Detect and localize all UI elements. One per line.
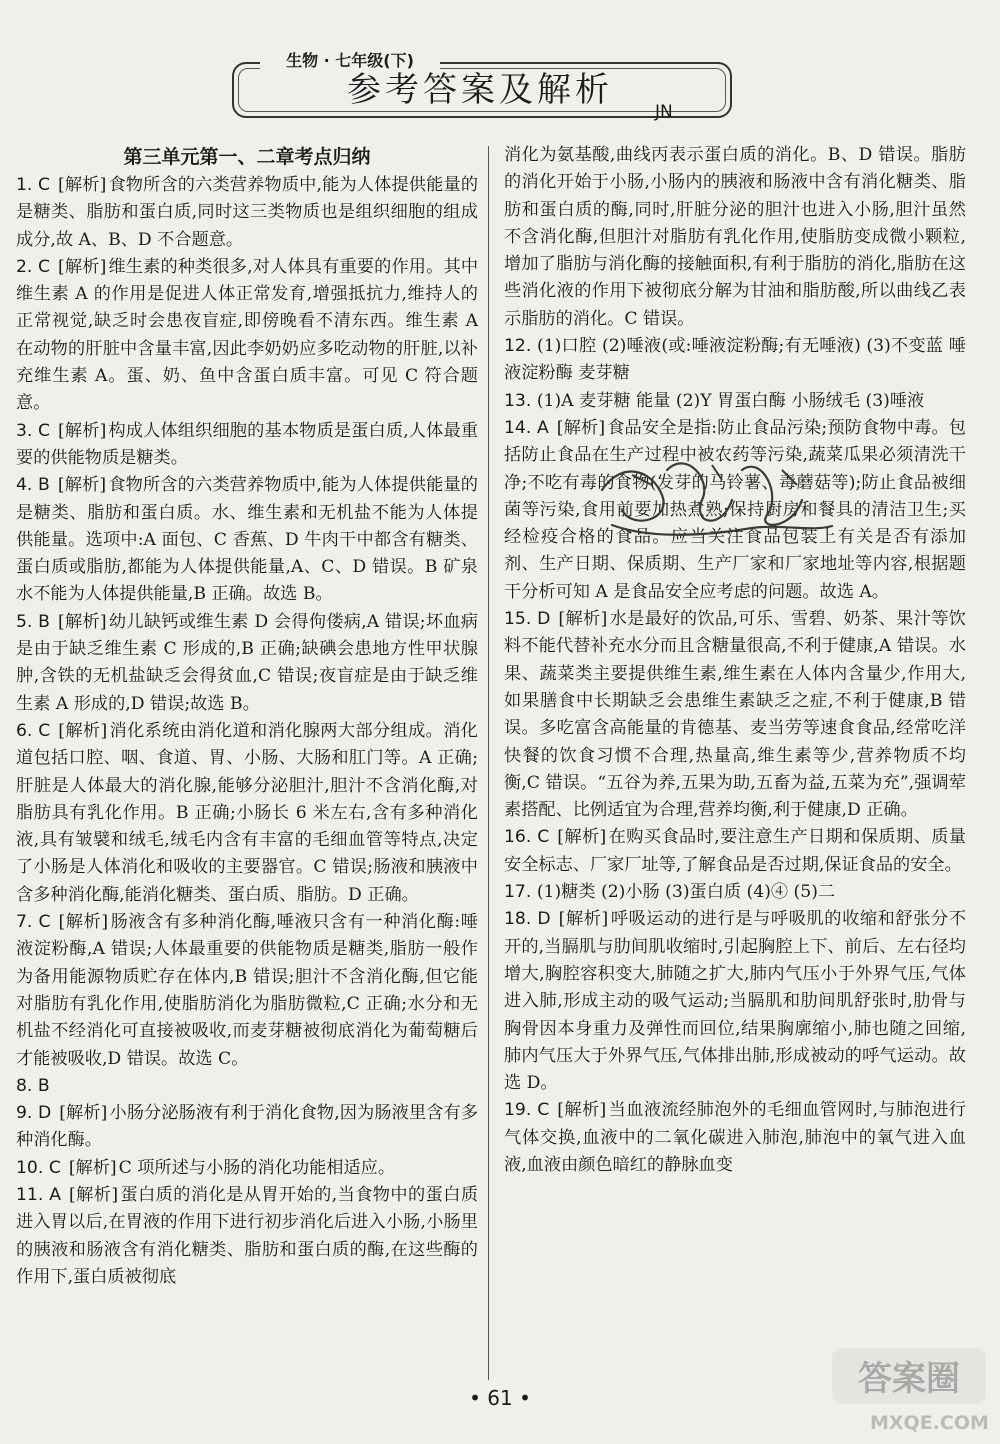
answer-text: C 项所述与小肠的消化功能相适应。 — [118, 1157, 396, 1178]
answer-tag: [解析] — [58, 912, 109, 933]
answer-item — [504, 879, 966, 906]
answer-tag: [解析] — [556, 417, 606, 438]
answer-item — [504, 142, 966, 333]
answer-num: 6. — [16, 720, 33, 741]
answer-answer: C — [537, 1100, 550, 1121]
svg-text:答案圈: 答案圈 — [858, 1359, 960, 1399]
answer-text: 在购买食品时,要注意生产日期和保质期、质量安全标志、厂家厂址等,了解食品是否过期,保证食品的安全。 — [504, 827, 966, 875]
answer-item — [504, 1097, 966, 1179]
subject-label: 生物 · 七年级(下) — [260, 50, 440, 72]
page-title: 参考答案及解析 — [347, 70, 613, 110]
answer-tag: [解析] — [69, 1184, 119, 1205]
answer-num: 10. — [16, 1157, 44, 1178]
answer-answer: C — [38, 720, 51, 741]
answer-num: 15. — [504, 609, 532, 630]
answer-tag: [解析] — [59, 1103, 108, 1124]
answer-tag: [解析] — [57, 611, 107, 632]
answer-text: 当血液流经肺泡外的毛细血管网时,与肺泡进行气体交换,血液中的二氧化碳进入肺泡,肺泡中的氧气进入血液,血液由颜色暗红的静脉血变 — [504, 1100, 966, 1175]
answer-tag: [解析] — [68, 1157, 117, 1178]
answer-answer: D — [37, 1103, 52, 1124]
right-column — [504, 142, 966, 1179]
page-number: • 61 • — [469, 1386, 531, 1410]
answer-item — [16, 1100, 478, 1155]
answer-num: 9. — [16, 1103, 33, 1124]
answer-item — [16, 172, 478, 254]
answer-text: 小肠分泌肠液有利于消化食物,因为肠液里含有多种消化酶。 — [16, 1103, 479, 1151]
answer-tag: [解析] — [558, 909, 609, 930]
answer-answer: C — [537, 827, 550, 848]
answer-text: 幼儿缺钙或维生素 D 会得佝偻病,A 错误;坏血病是由于缺乏维生素 C 形成的,B 正确;缺碘会患地方性甲状腺肿,含铁的无机盐缺乏会得贫血,C 错误;夜盲症是由于缺乏维生素 A 形成的,D 错误;故选 B。 — [16, 611, 478, 714]
answer-num: 3. — [16, 420, 33, 441]
answer-tag: [解析] — [58, 175, 107, 195]
answer-item — [16, 909, 478, 1073]
answer-item — [16, 718, 478, 909]
answer-num: 1. — [16, 175, 33, 195]
handwritten-scribble — [592, 440, 842, 550]
answer-tag: [解析] — [557, 827, 607, 848]
answer-answer: C — [38, 175, 51, 195]
answer-answer: D — [537, 909, 551, 930]
answer-text: 维生素的种类很多,对人体具有重要的作用。其中维生素 A 的作用是促进人体正常发育,增强抵抗力,维持人的正常视觉,缺乏时会患夜盲症,即傍晚看不清东西。维生素 A 在动物的肝脏中含量丰富,因此李奶奶应多吃动物的肝脏,以补充维生素 A。蛋、奶、鱼中含蛋白质丰富。可见 C 符合题意。 — [16, 256, 479, 414]
answer-text: 呼吸运动的进行是与呼吸肌的收缩和舒张分不开的,当膈肌与肋间肌收缩时,引起胸腔上下、前后、左右径均增大,胸腔容积变大,肺随之扩大,肺内气压小于外界气压,气体进入肺,形成主动的吸气运动;当膈肌和肋间肌舒张时,肋骨与胸骨因本身重力及弹性而回位,结果胸廓缩小,肺也随之回缩,肺内气压大于外界气压,气体排出肺,形成被动的呼气运动。故选 D。 — [504, 909, 966, 1094]
answer-num: 11. — [16, 1184, 44, 1205]
answer-tag: [解析] — [58, 420, 107, 441]
answer-num: 4. — [16, 475, 33, 496]
left-column — [16, 142, 478, 1291]
answer-tag: [解析] — [558, 609, 608, 630]
answer-text: 水是最好的饮品,可乐、雪碧、奶茶、果汁等饮料不能代替补充水分而且含糖量很高,不利于健康,A 错误。水果、蔬菜类主要提供维生素,维生素在人体内含量少,作用大,如果膳食中长期缺乏会患维生素缺乏之症,不利于健康,B 错误。多吃富含高能量的肯德基、麦当劳等速食食品,经常吃洋快餐的饮食习惯不合理,热量高,维生素等少,营养物质不均衡,C 错误。“五谷为养,五果为助,五畜为益,五菜为充”,强调荤素搭配、比例适宜为合理,营养均衡,利于健康,D 正确。 — [504, 609, 966, 821]
answer-num: 2. — [16, 256, 33, 277]
answer-text: (1)糖类 (2)小肠 (3)蛋白质 (4)④ (5)二 — [536, 882, 836, 903]
answer-text: 构成人体组织细胞的基本物质是蛋白质,人体最重要的供能物质是糖类。 — [16, 420, 479, 468]
answer-item — [504, 906, 966, 1097]
answer-answer: B — [38, 475, 50, 496]
answer-num: 14. — [504, 417, 532, 438]
answer-item — [504, 606, 966, 824]
answer-answer: C — [48, 1157, 61, 1178]
answer-tag: [解析] — [557, 1100, 607, 1121]
answer-num: 7. — [16, 912, 33, 933]
answer-answer: A — [49, 1184, 61, 1205]
answer-item — [16, 472, 478, 608]
answer-num: 18. — [504, 909, 532, 930]
answer-answer: D — [537, 609, 551, 630]
answer-text: 肠液含有多种消化酶,唾液只含有一种消化酶:唾液淀粉酶,A 错误;人体最重要的供能物质是糖类,脂肪一般作为备用能源物质贮存在体内,B 错误;胆汁不含消化酶,但它能对脂肪有乳化作用,使脂肪消化为脂肪微粒,C 正确;水分和无机盐不经消化可直接被吸收,而麦芽糖被彻底消化为葡萄糖后才能被吸收,D 错误。故选 C。 — [16, 912, 478, 1069]
answer-text: 食物所含的六类营养物质中,能为人体提供能量的是糖类、脂肪和蛋白质,同时这三类物质也是组织细胞的组成成分,故 A、B、D 不合题意。 — [16, 175, 479, 250]
answer-num: 12. — [504, 336, 532, 357]
answer-item — [16, 1182, 478, 1291]
answer-num: 13. — [504, 390, 532, 411]
answer-item — [504, 824, 966, 879]
answer-text: 消化为氨基酸,曲线丙表示蛋白质的消化。B、D 错误。脂肪的消化开始于小肠,小肠内的胰液和肠液中含有消化糖类、脂肪和蛋白质的酶,同时,肝脏分泌的胆汁也进入小肠,胆汁虽然不含消化酶,但胆汁对脂肪有乳化作用,使脂肪变成微小颗粒,增加了脂肪与消化酶的接触面积,有利于脂肪的消化,脂肪在这些消化液的作用下被彻底分解为甘油和脂肪酸,所以曲线乙表示脂肪的消化。C 错误。 — [504, 145, 966, 329]
answer-item — [504, 388, 966, 415]
answer-tag: [解析] — [58, 256, 107, 277]
left-answer-list — [16, 172, 478, 1291]
answer-answer: B — [37, 1075, 50, 1096]
answer-text: 消化系统由消化道和消化腺两大部分组成。消化道包括口腔、咽、食道、胃、小肠、大肠和肛门等。A 正确;肝脏是人体最大的消化腺,能够分泌胆汁,胆汁不含消化酶,对脂肪具有乳化作用。B 正确;小肠长 6 米左右,含有多种消化液,具有皱襞和绒毛,绒毛内含有丰富的毛细血管等特点,决定了小肠是人体消化和吸收的主要器官。C 错误;肠液和胰液中含多种消化酶,能消化糖类、蛋白质、脂肪。D 正确。 — [16, 720, 478, 905]
answer-num: 5. — [16, 611, 33, 632]
right-answer-list — [504, 142, 966, 1179]
answer-tag: [解析] — [57, 475, 107, 496]
answer-text: (1)A 麦芽糖 能量 (2)Y 胃蛋白酶 小肠绒毛 (3)唾液 — [536, 390, 925, 411]
answer-item — [504, 333, 966, 388]
answer-item — [16, 418, 478, 473]
answer-text: (1)口腔 (2)唾液(或:唾液淀粉酶;有无唾液) (3)不变蓝 唾液淀粉酶 麦芽糖 — [504, 336, 966, 384]
answer-item — [16, 609, 478, 718]
answer-answer: B — [38, 611, 50, 632]
answer-num: 16. — [504, 827, 532, 848]
answer-text: 食品安全是指:防止食品污染;预防食物中毒。包括防止食品在生产过程中被农药等污染,蔬菜瓜果必须清洗干净;不吃有毒的食物(发芽的马铃薯、毒蘑菇等);防止食品被细菌等污染,食用前要加热煮熟;保持厨房和餐具的清洁卫生;买经检疫合格的食品。应当关注食品包装上有关是否有添加剂、生产日期、保质期、生产厂家和厂家地址等内容,根据题干分析可知 A 是食品安全应考虑的问题。故选 A。 — [504, 417, 966, 602]
answer-answer: C — [38, 420, 51, 441]
answer-item — [16, 1073, 478, 1100]
answer-text: 食物所含的六类营养物质中,能为人体提供能量的是糖类、脂肪和蛋白质。水、维生素和无机盐不能为人体提供能量。选项中:A 面包、C 香蕉、D 牛肉干中都含有糖类、蛋白质或脂肪,都能为人体提供能量,A、C、D 错误。B 矿泉水不能为人体提供能量,B 正确。故选 B。 — [16, 475, 478, 605]
answer-answer: C — [38, 256, 51, 277]
column-divider — [488, 146, 489, 1380]
answer-num: 17. — [504, 882, 532, 903]
unit-title: 第三单元第一、二章考点归纳 — [123, 146, 371, 168]
edition-code: JN — [655, 102, 673, 122]
answer-num: 8. — [16, 1075, 33, 1096]
answer-text: 蛋白质的消化是从胃开始的,当食物中的蛋白质进入胃以后,在胃液的作用下进行初步消化后进入小肠,小肠里的胰液和肠液含有消化糖类、脂肪和蛋白质的酶,在这些酶的作用下,蛋白质被彻底 — [16, 1184, 479, 1287]
answer-answer: A — [536, 417, 549, 438]
answer-answer: C — [38, 912, 51, 933]
answer-tag: [解析] — [58, 720, 108, 741]
answer-item — [16, 1155, 478, 1182]
answer-num: 19. — [504, 1100, 532, 1121]
watermark-url: MXQE.COM — [870, 1412, 989, 1434]
answer-item — [16, 254, 478, 418]
